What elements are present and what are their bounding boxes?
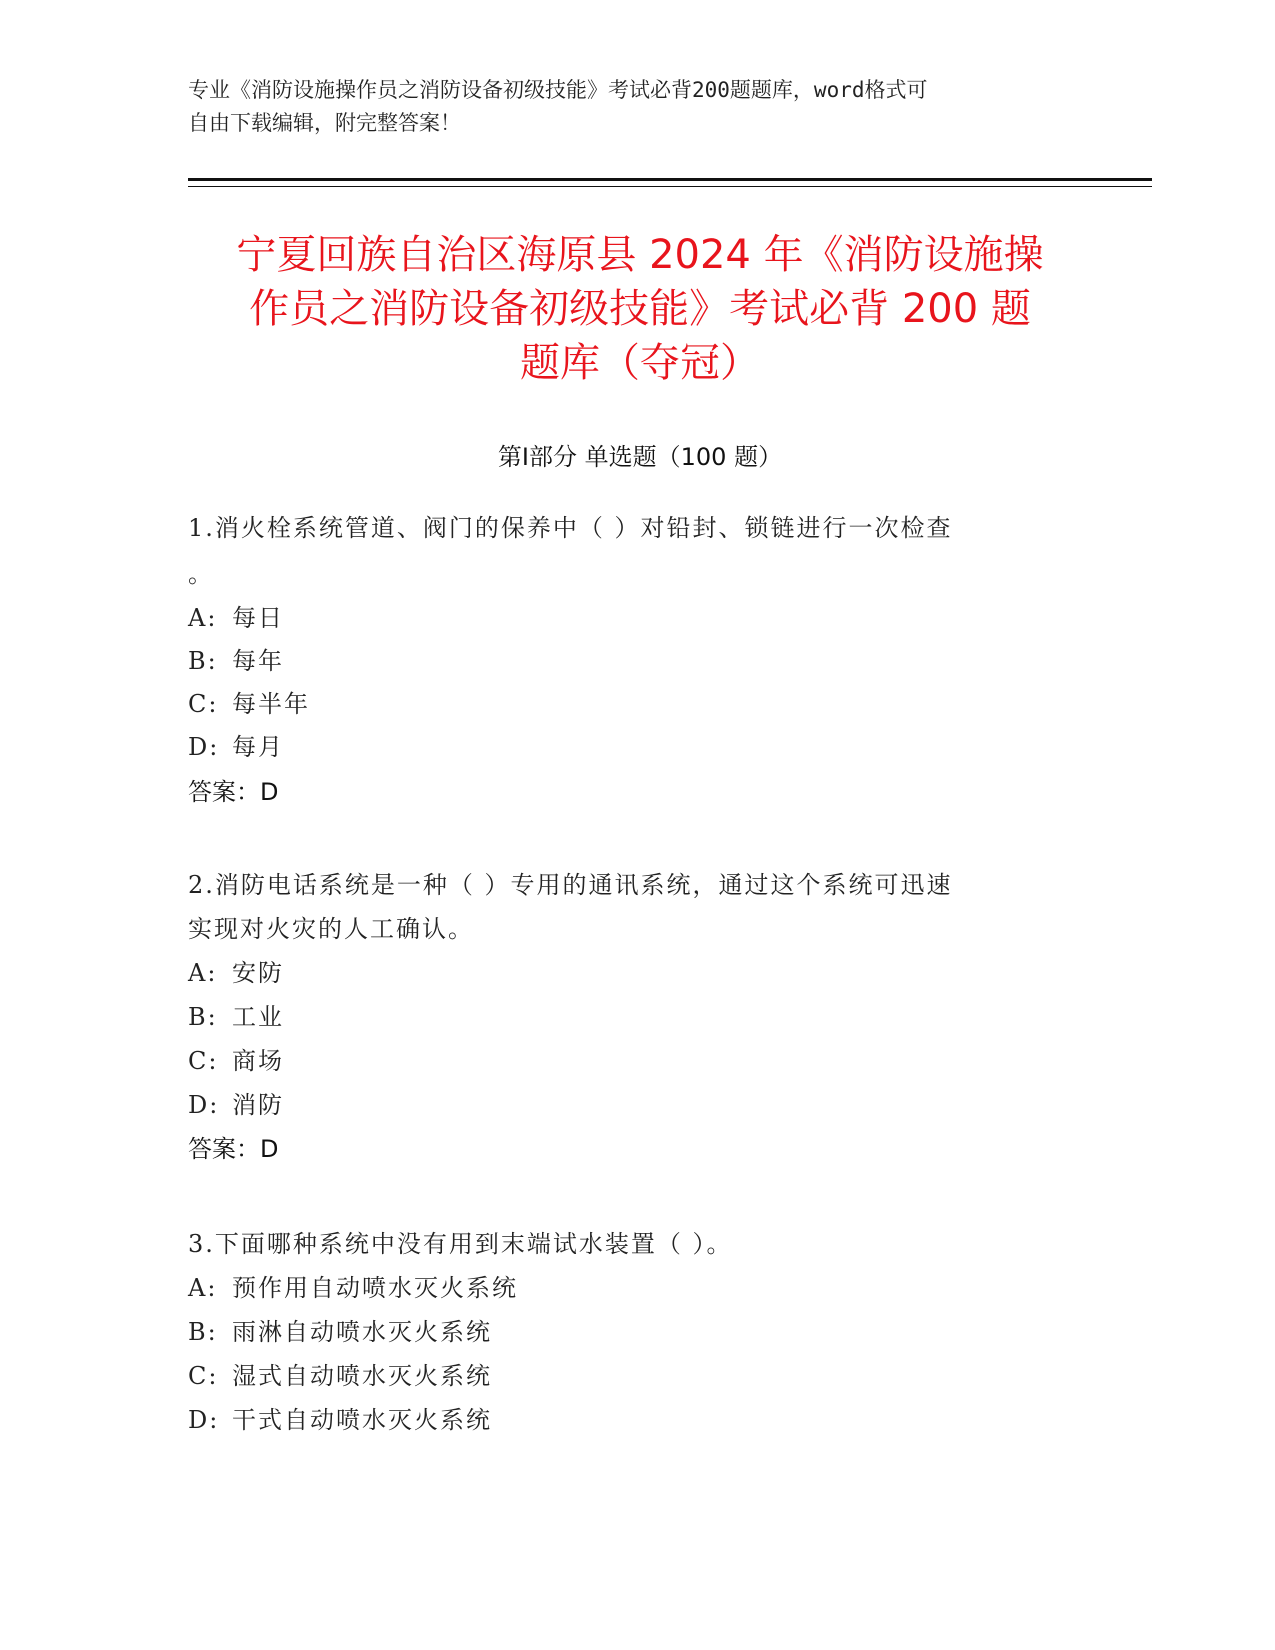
- option-b: [188, 640, 1068, 683]
- header-note-line-2: 自由下载编辑，附完整答案！: [188, 111, 461, 135]
- header-divider-thin: [188, 186, 1152, 187]
- option-c: [188, 1354, 1068, 1398]
- question-1: [188, 505, 1068, 815]
- option-b: [188, 1310, 1068, 1354]
- option-text: 每半年: [232, 690, 310, 718]
- question-stem-line: 3.下面哪种系统中没有用到末端试水装置（ ）。: [188, 1230, 733, 1258]
- option-letter: A:: [188, 1274, 218, 1302]
- answer: 答案：D: [188, 778, 279, 806]
- option-text: 预作用自动喷水灭火系统: [232, 1274, 518, 1302]
- option-text: 每日: [232, 604, 284, 632]
- question-2: [188, 863, 1068, 1171]
- question-stem-line: 实现对火灾的人工确认。: [188, 915, 474, 943]
- option-letter: B:: [188, 647, 218, 675]
- option-letter: A:: [188, 604, 218, 632]
- header-divider-thick: [188, 178, 1152, 181]
- answer: 答案：D: [188, 1135, 279, 1163]
- option-text: 商场: [232, 1047, 284, 1075]
- document-title-line-2: 作员之消防设备初级技能》考试必背 200 题: [249, 286, 1031, 332]
- option-d: [188, 1083, 1068, 1127]
- option-text: 湿式自动喷水灭火系统: [232, 1362, 492, 1390]
- option-letter: B:: [188, 1318, 218, 1346]
- document-title-line-1: 宁夏回族自治区海原县 2024 年《消防设施操: [236, 232, 1044, 278]
- option-text: 雨淋自动喷水灭火系统: [232, 1318, 492, 1346]
- option-text: 每月: [232, 733, 284, 761]
- option-a: [188, 1266, 1068, 1310]
- option-letter: C:: [188, 1362, 219, 1390]
- option-c: [188, 683, 1068, 726]
- option-letter: D:: [188, 733, 220, 761]
- option-a: [188, 597, 1068, 640]
- option-text: 工业: [232, 1003, 284, 1031]
- section-heading: 第Ⅰ部分 单选题（100 题）: [497, 443, 783, 471]
- option-c: [188, 1039, 1068, 1083]
- question-stem-line: 1.消火栓系统管道、阀门的保养中（ ）对铅封、锁链进行一次检查: [188, 514, 953, 542]
- option-letter: C:: [188, 1047, 219, 1075]
- option-b: [188, 995, 1068, 1039]
- option-d: [188, 1398, 1068, 1442]
- header-note-line-1: 专业《消防设施操作员之消防设备初级技能》考试必背200题题库，word格式可: [188, 78, 928, 102]
- header-note: [188, 74, 1068, 140]
- option-letter: D:: [188, 1406, 220, 1434]
- option-text: 每年: [232, 647, 284, 675]
- option-letter: A:: [188, 959, 218, 987]
- option-letter: D:: [188, 1091, 220, 1119]
- option-a: [188, 951, 1068, 995]
- document-title: [188, 228, 1092, 390]
- question-3: [188, 1222, 1068, 1442]
- option-d: [188, 726, 1068, 769]
- option-text: 安防: [232, 959, 284, 987]
- question-stem-line: 。: [188, 560, 214, 588]
- question-stem-line: 2.消防电话系统是一种（ ）专用的通讯系统，通过这个系统可迅速: [188, 871, 953, 899]
- option-text: 消防: [232, 1091, 284, 1119]
- option-letter: B:: [188, 1003, 218, 1031]
- option-text: 干式自动喷水灭火系统: [232, 1406, 492, 1434]
- option-letter: C:: [188, 690, 219, 718]
- document-title-line-3: 题库（夺冠）: [520, 340, 760, 386]
